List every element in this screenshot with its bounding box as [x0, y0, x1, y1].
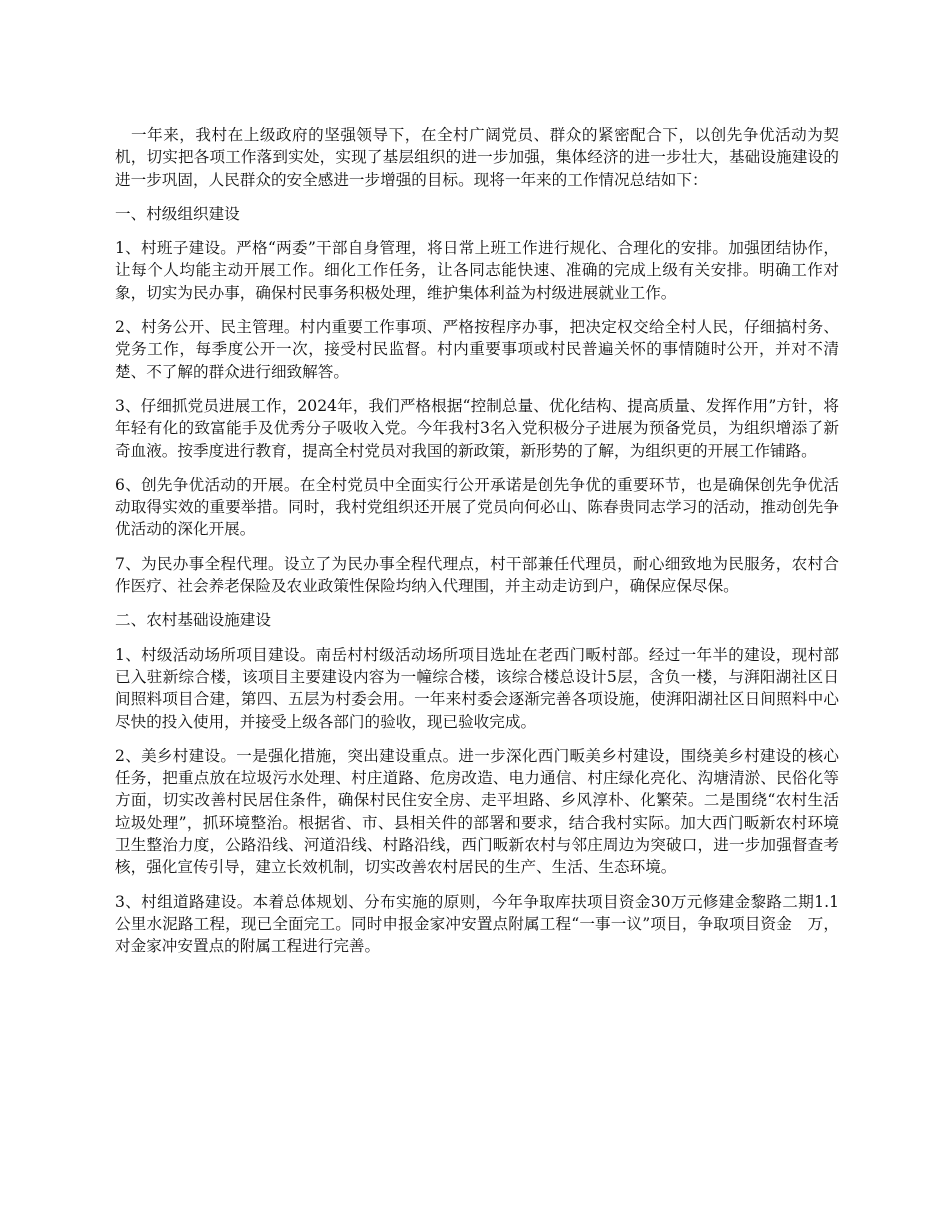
section-heading-organization: 一、村级组织建设 — [115, 204, 240, 223]
paragraph-proxy-service: 7、为民办事全程代理。设立了为民办事全程代理点，村干部兼任代理员，耐心细致地为民服务，农村合作医疗、社会养老保险及农业政策性保险均纳入代理围，并主动走访到户，确保应保尽保。 — [115, 554, 839, 596]
paragraph-party-members: 3、仔细抓党员进展工作，2024年，我们严格根据“控制总量、优化结构、提高质量、发挥作用”方针，将年轻有化的致富能手及优秀分子吸收入党。今年我村3名入党积极分子进展为预备党员，为组织增添了新奇血液。按季度进行教育，提高全村党员对我国的新政策，新形势的了解，为组织更的开展工作铺路。 — [115, 396, 839, 460]
document-page — [115, 124, 839, 970]
paragraph-excellence-campaign: 6、创先争优活动的开展。在全村党员中全面实行公开承诺是创先争优的重要环节，也是确保创先争优活动取得实效的重要举措。同时，我村党组织还开展了党员向何必山、陈春贵同志学习的活动，推动创先争优活动的深化开展。 — [115, 475, 839, 539]
intro-paragraph: 一年来，我村在上级政府的坚强领导下，在全村广阔党员、群众的紧密配合下，以创先争优活动为契机，切实把各项工作落到实处，实现了基层组织的进一步加强，集体经济的进一步壮大，基础设施建设的进一步巩固，人民群众的安全感进一步增强的目标。现将一年来的工作情况总结如下： — [115, 126, 839, 189]
paragraph-team-building: 1、村班子建设。严格“两委”干部自身管理，将日常上班工作进行规化、合理化的安排。加强团结协作，让每个人均能主动开展工作。细化工作任务，让各同志能快速、准确的完成上级有关安排。明确工作对象，切实为民办事，确保村民事务积极处理，维护集体利益为村级进展就业工作。 — [115, 239, 839, 302]
paragraph-beautiful-village: 2、美乡村建设。一是强化措施，突出建设重点。进一步深化西门畈美乡村建设，围绕美乡村建设的核心任务，把重点放在垃圾污水处理、村庄道路、危房改造、电力通信、村庄绿化亮化、沟塘清淤、民俗化等方面，切实改善村民居住条件，确保村民住安全房、走平坦路、乡风淳朴、化繁荣。二是围绕“农村生活垃圾处理”，抓环境整治。根据省、市、县相关件的部署和要求，结合我村实际。加大西门畈新农村环境卫生整治力度，公路沿线、河道沿线、村路沿线，西门畈新农村与邻庄周边为突破口，进一步加强督查考核，强化宣传引导，建立长效机制，切实改善农村居民的生产、生活、生态环境。 — [115, 746, 839, 877]
section-heading-infrastructure: 二、农村基础设施建设 — [115, 611, 271, 630]
paragraph-village-affairs: 2、村务公开、民主管理。村内重要工作事项、严格按程序办事，把决定权交给全村人民，仔细搞村务、党务工作，每季度公开一次，接受村民监督。村内重要事项或村民普遍关怀的事情随时公开，并对不清楚、不了解的群众进行细致解答。 — [115, 318, 839, 381]
paragraph-activity-venue: 1、村级活动场所项目建设。南岳村村级活动场所项目选址在老西门畈村部。经过一年半的建设，现村部已入驻新综合楼，该项目主要建设内容为一幢综合楼，该综合楼总设计5层，含负一楼，与湃阳湖社区日间照料项目合建，第四、五层为村委会用。一年来村委会逐渐完善各项设施，使湃阳湖社区日间照料中心尽快的投入使用，并接受上级各部门的验收，现已验收完成。 — [115, 645, 839, 731]
paragraph-road-construction: 3、村组道路建设。本着总体规划、分布实施的原则，今年争取库扶项目资金30万元修建金黎路二期1.1公里水泥路工程，现已全面完工。同时申报金家冲安置点附属工程“一事一议”项目，争取项目资金 万，对金家冲安置点的附属工程进行完善。 — [115, 892, 839, 956]
